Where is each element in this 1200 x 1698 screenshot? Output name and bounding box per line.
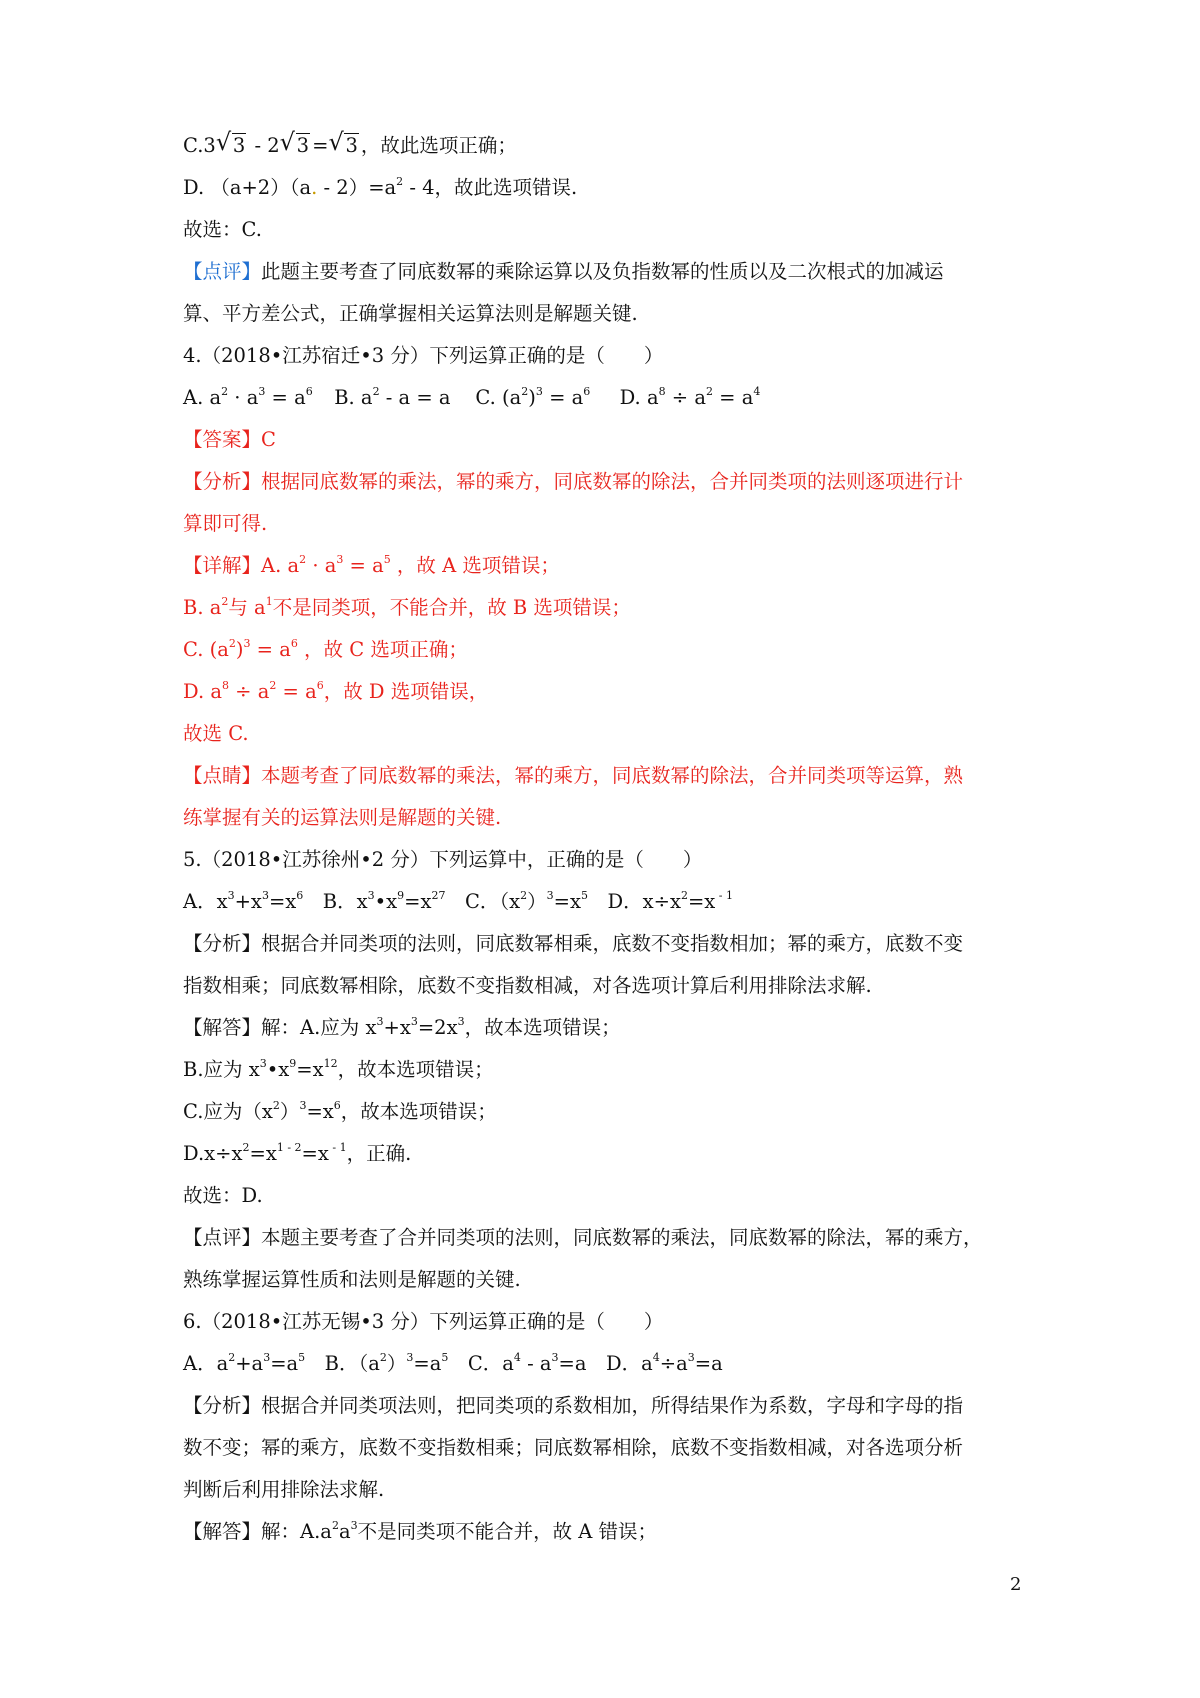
analysis-6-line-3: 判断后利用排除法求解. [183, 1478, 385, 1501]
analysis-4-line-1: 【分析】根据同底数幂的乘法，幂的乘方，同底数幂的除法，合并同类项的法则逐项进行计 [183, 470, 964, 493]
solution-5-a: 【解答】解：A.应为 $x^3+x^3=2x^3$，故本选项错误； [183, 1014, 621, 1039]
review-5-line-1: 【点评】本题主要考查了合并同类项的法则，同底数幂的乘法，同底数幂的除法，幂的乘方， [183, 1226, 983, 1249]
detail-4-c: C. $(a^2)^3 = a^6$ ，故 C 选项正确； [183, 636, 468, 661]
detail-4-a: 【详解】A. $a^2 \cdot a^3 = a^5$ ，故 A 选项错误； [183, 552, 560, 577]
line-select-c: 故选：C. [183, 218, 262, 241]
review-paragraph-line-2: 算、平方差公式，正确掌握相关运算法则是解题关键. [183, 302, 638, 325]
question-6: 6.（2018•江苏无锡•3 分）下列运算正确的是（ ） [183, 1310, 664, 1333]
line-d-prev: D. （a+2）（a. - $2)=a^2 - 4$，故此选项错误. [183, 174, 578, 199]
question-6-options: A．$a^2+a^3=a^5$ B．$(a^2)^3=a^5$ C．$a^4 - a^3=a$ D．$a^4\div a^3=a$ [183, 1350, 723, 1375]
analysis-6-line-1: 【分析】根据合并同类项法则，把同类项的系数相加，所得结果作为系数，字母和字母的指 [183, 1394, 964, 1417]
review-tag: 【点评】 [183, 260, 262, 283]
select-5: 故选：D. [183, 1184, 263, 1207]
key-point-4-line-1: 【点睛】本题考查了同底数幂的乘法，幂的乘方，同底数幂的除法，合并同类项等运算，熟 [183, 764, 964, 787]
review-paragraph-line-1: 【点评】此题主要考查了同底数幂的乘除运算以及负指数幂的性质以及二次根式的加减运 [183, 260, 944, 283]
solution-5-c: C.应为$(x^2)^3=x^6$，故本选项错误； [183, 1098, 497, 1123]
analysis-4-line-2: 算即可得. [183, 512, 268, 535]
line-c-prev: C.3 √ 3 - 2 √ 3 = √ 3 ，故此选项正确； [183, 131, 1043, 161]
key-point-4-line-2: 练掌握有关的运算法则是解题的关键. [183, 806, 502, 829]
analysis-5-line-2: 指数相乘；同底数幂相除，底数不变指数相减，对各选项计算后利用排除法求解. [183, 974, 872, 997]
question-5: 5.（2018•江苏徐州•2 分）下列运算中，正确的是（ ） [183, 848, 703, 871]
review-5-line-2: 熟练掌握运算性质和法则是解题的关键. [183, 1268, 521, 1291]
question-5-options: A．$x^3+x^3=x^6$ B．$x^3•x^9=x^{27}$ C．$(x^2)^3=x^5$ D．$x\div x^2=x$ $^{- 1}$ [183, 888, 734, 913]
solution-6-a: 【解答】解：$A.a^2a^3$不是同类项不能合并，故 A 错误； [183, 1518, 658, 1543]
detail-4-d: D. $a^8 \div a^2 = a^6$，故 D 选项错误， [183, 678, 489, 703]
select-4: 故选 C. [183, 722, 249, 745]
question-4-options: A. $a^2 \cdot a^3 = a^6$ B. $a^2 - a = a$ C. $(a^2)^3 = a^6$ D. $a^8 \div a^2 = a^4$ [183, 384, 761, 409]
solution-5-d: $D.x\div x^2=x^{1 - 2}=x$ $^{- 1}$，正确. [183, 1140, 412, 1165]
sqrt-symbol: √ 3 [328, 128, 358, 157]
question-4: 4.（2018•江苏宿迁•3 分）下列运算正确的是（ ） [183, 344, 664, 367]
answer-4: 【答案】C [183, 428, 276, 451]
sqrt-symbol: √ 3 [215, 128, 246, 157]
analysis-6-line-2: 数不变；幂的乘方，底数不变指数相乘；同底数幂相除，底数不变指数相减，对各选项分析 [183, 1436, 964, 1459]
sqrt-symbol: √ 3 [279, 128, 310, 157]
page-number: 2 [1010, 1574, 1022, 1595]
detail-4-b: B. $a^2$与 $a^1$不是同类项，不能合并，故 B 选项错误； [183, 594, 631, 619]
analysis-5-line-1: 【分析】根据合并同类项的法则，同底数幂相乘，底数不变指数相加；幂的乘方，底数不变 [183, 932, 964, 955]
solution-5-b: B.应为 $x^3•x^9=x^{12}$，故本选项错误； [183, 1056, 494, 1081]
